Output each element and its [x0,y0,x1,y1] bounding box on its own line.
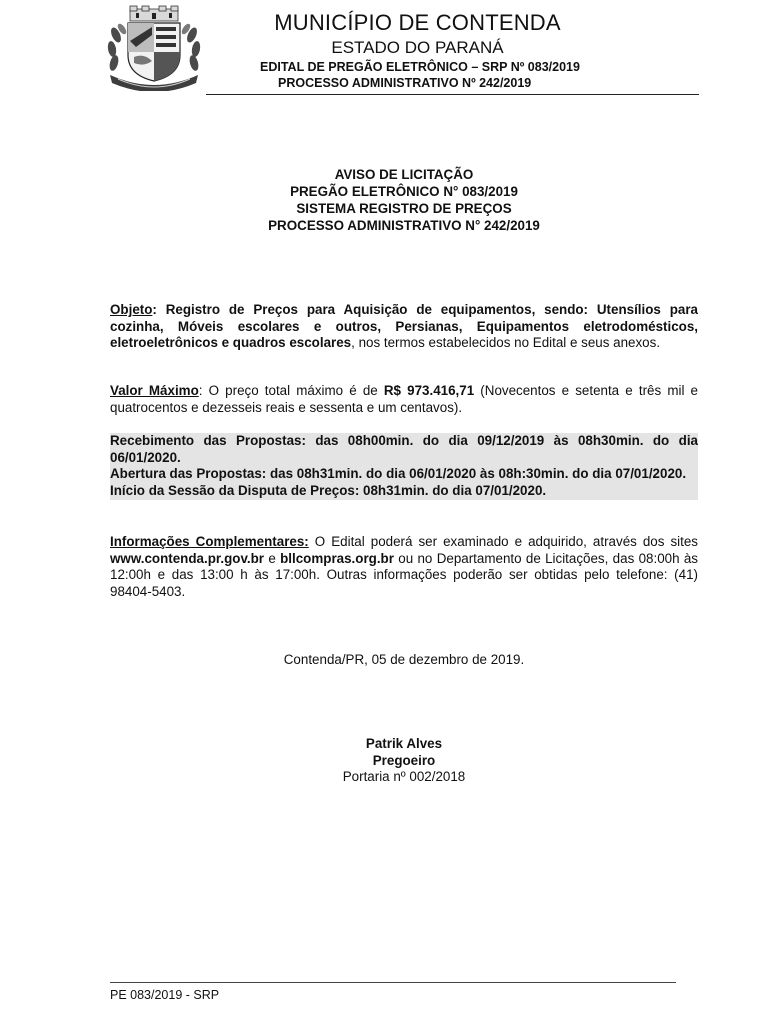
website-bllcompras: bllcompras.org.br [280,550,394,566]
place-and-date: Contenda/PR, 05 de dezembro de 2019. [283,652,525,667]
object-paragraph [110,302,698,352]
document-header [110,10,695,91]
signer-ordinance: Portaria nº 002/2018 [342,769,466,785]
proposal-receipt: Recebimento das Propostas: das 08h00min. do dia 09/12/2019 às 08h30min. do dia 06/01/2020. [110,433,698,465]
max-value-label: Valor Máximo [110,383,199,398]
max-value-intro: : O preço total máximo é de [198,383,384,398]
website-contenda: www.contenda.pr.gov.br [110,550,265,566]
schedule-block [110,433,698,500]
signature-block [110,736,698,786]
notice-title: AVISO DE LICITAÇÃO [334,167,474,182]
proposal-opening: Abertura das Propostas: das 08h31min. do dia 06/01/2020 às 08h:30min. do dia 07/01/2020. [110,466,687,482]
object-description: Aquisição de equipamentos, sendo: Utensílios para cozinha, Móveis escolares e outros, Persianas, Equipamentos eletrodomésticos, eletroeletrônicos e quadros escolares [110,302,698,351]
process-number: PROCESSO ADMINISTRATIVO Nº 242/2019 [278,76,532,90]
object-terms: , nos termos estabelecidos no Edital e seus anexos. [351,335,661,351]
auction-number: PREGÃO ELETRÔNICO N° 083/2019 [290,184,518,199]
object-colon-intro: : Registro de Preços para [152,302,344,317]
signer-role: Pregoeiro [372,752,436,768]
max-value-amount: R$ 973.416,71 [383,383,475,398]
footer-divider [110,982,676,983]
admin-process: PROCESSO ADMINISTRATIVO N° 242/2019 [268,218,540,233]
registry-system: SISTEMA REGISTRO DE PREÇOS [296,201,512,216]
edital-number: EDITAL DE PREGÃO ELETRÔNICO – SRP Nº 083/2019 [260,60,580,74]
signer-name: Patrik Alves [365,736,443,751]
municipality-name: MUNICÍPIO DE CONTENDA [274,10,561,35]
max-value-in-words: (Novecentos e setenta e três mil e quatrocentos e dezesseis reais e sessenta e um centavos). [110,383,699,415]
footer-reference: PE 083/2019 - SRP [110,988,220,1002]
max-value-paragraph [110,383,698,416]
object-label: Objeto [110,302,153,317]
info-text-3: ou no Departamento de Licitações, das 08:00h às 12:00h e das 13:00 h às 17:00h. Outras informações poderão ser obtidas pelo telefone: (41) 98404-5403. [110,550,698,599]
header-divider [206,94,699,95]
additional-info-label: Informações Complementares: [110,534,309,549]
state-name: ESTADO DO PARANÁ [331,38,504,57]
dispute-session-start: Início da Sessão da Disputa de Preços: 08h31min. do dia 07/01/2020. [110,482,547,498]
notice-title-block [110,166,698,234]
info-text-2: e [264,550,281,566]
info-text-1: O Edital poderá ser examinado e adquirido, através dos sites [308,534,699,549]
additional-info-paragraph [110,534,698,600]
